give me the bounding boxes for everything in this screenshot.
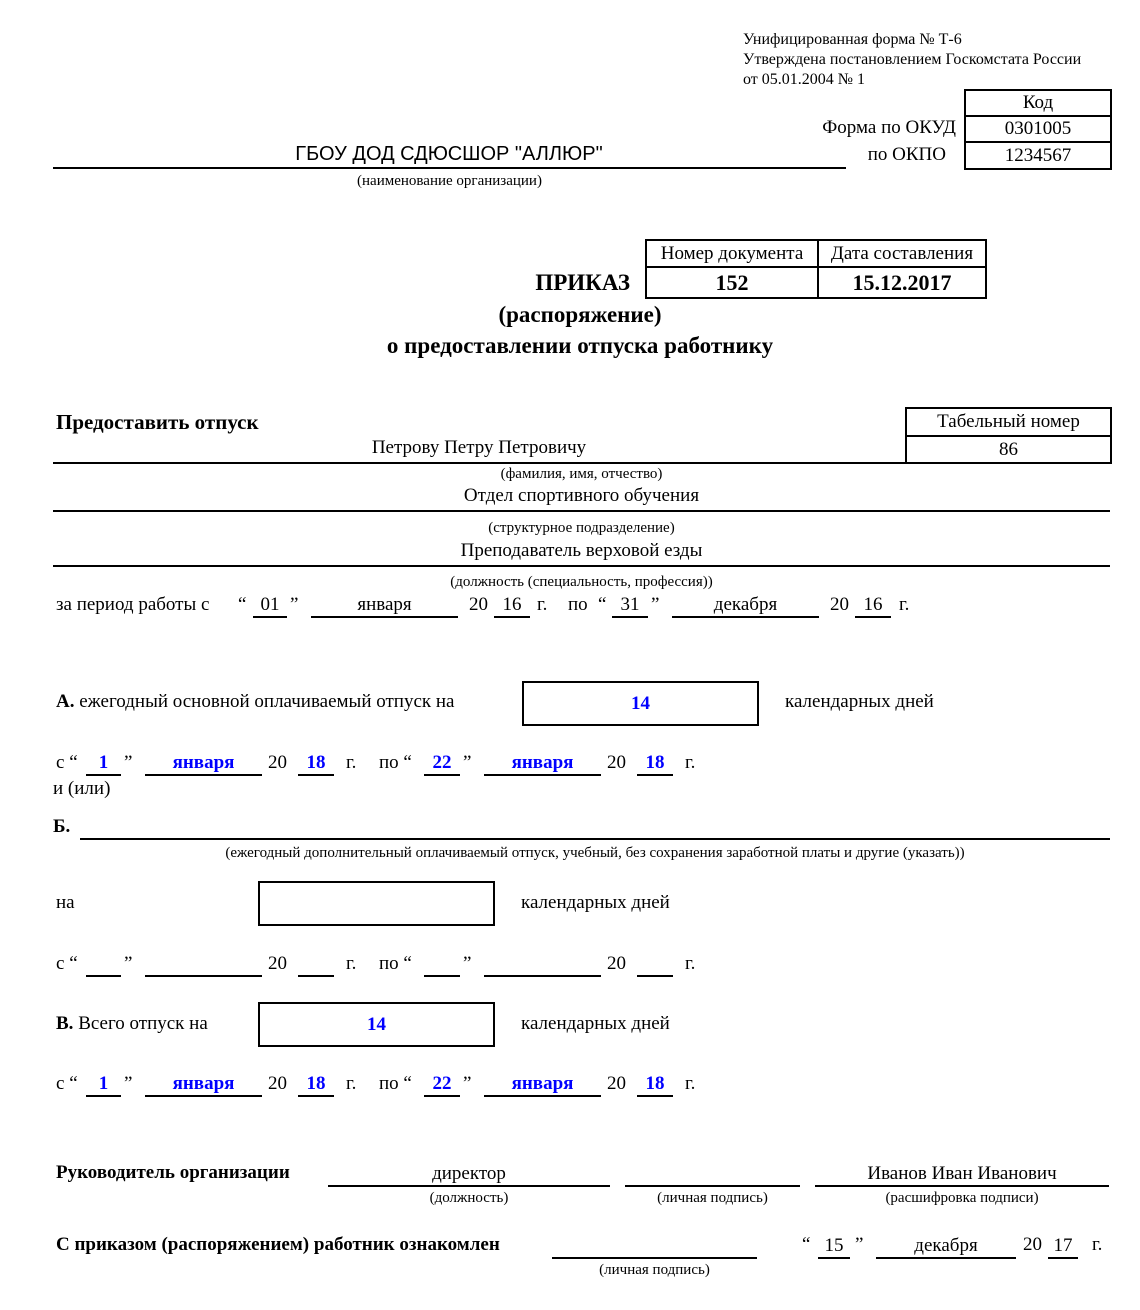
okud-code-field[interactable]: 0301005 (964, 115, 1112, 143)
doc-number-header: Номер документа (645, 239, 819, 268)
year-prefix: 20 (830, 594, 849, 615)
year-suffix: г. (346, 1073, 357, 1094)
department-field[interactable]: Отдел спортивного обучения (463, 485, 700, 506)
head-position-caption: (должность) (429, 1190, 509, 1206)
to-label: по “ (379, 752, 412, 773)
head-label: Руководитель организации (56, 1162, 290, 1183)
employee-name-underline (53, 462, 906, 464)
section-b-from-day[interactable] (86, 953, 121, 977)
section-b-from-year[interactable] (298, 953, 334, 977)
doc-date-header: Дата составления (817, 239, 987, 268)
close-quote: ” (463, 752, 472, 773)
section-c-to-day[interactable]: 22 (424, 1073, 460, 1097)
close-quote: ” (651, 594, 660, 615)
ack-month-field[interactable]: декабря (876, 1235, 1016, 1259)
section-a-to-month[interactable]: января (484, 752, 601, 776)
close-quote: ” (855, 1234, 864, 1255)
organization-name-field[interactable]: ГБОУ ДОД СДЮСШОР "АЛЛЮР" (295, 143, 603, 165)
head-signature-field[interactable] (625, 1163, 800, 1187)
form-reference-line1: Унифицированная форма № Т-6 (743, 31, 962, 48)
code-header: Код (964, 89, 1112, 117)
year-prefix: 20 (1023, 1234, 1042, 1255)
from-label: с “ (56, 752, 78, 773)
year-prefix: 20 (607, 1073, 626, 1094)
open-quote: “ (238, 594, 247, 615)
section-c-letter: В. (56, 1013, 74, 1034)
work-period-from-day[interactable]: 01 (253, 594, 287, 618)
section-c-label (56, 1013, 208, 1035)
section-c-from-day[interactable]: 1 (86, 1073, 121, 1097)
close-quote: ” (124, 752, 133, 773)
section-a-to-day[interactable]: 22 (424, 752, 460, 776)
section-b-to-day[interactable] (424, 953, 460, 977)
work-period-to-month[interactable]: декабря (672, 594, 819, 618)
year-suffix: г. (537, 594, 548, 615)
employee-signature-field[interactable] (552, 1235, 757, 1259)
section-a-to-year[interactable]: 18 (637, 752, 673, 776)
year-prefix: 20 (469, 594, 488, 615)
document-subtitle: (распоряжение) (498, 302, 662, 327)
document-purpose: о предоставлении отпуска работнику (386, 333, 774, 358)
open-quote: “ (598, 594, 607, 615)
okud-label: Форма по ОКУД (822, 117, 956, 138)
doc-date-field[interactable]: 15.12.2017 (817, 266, 987, 299)
work-period-from-year[interactable]: 16 (494, 594, 530, 618)
section-b-to-month[interactable] (484, 953, 601, 977)
employee-signature-caption: (личная подпись) (599, 1262, 710, 1278)
year-suffix: г. (899, 594, 910, 615)
acknowledgment-label: С приказом (распоряжением) работник ознакомлен (56, 1234, 500, 1255)
section-c-text: Всего отпуск на (78, 1013, 208, 1034)
position-caption: (должность (специальность, профессия)) (450, 574, 713, 590)
section-b-underline (80, 838, 1110, 840)
close-quote: ” (290, 594, 299, 615)
ack-day-field[interactable]: 15 (818, 1235, 850, 1259)
grant-leave-label: Предоставить отпуск (56, 410, 259, 434)
section-a-days-field[interactable]: 14 (522, 681, 759, 726)
organization-caption: (наименование организации) (357, 173, 542, 189)
section-a-from-day[interactable]: 1 (86, 752, 121, 776)
section-c-from-year[interactable]: 18 (298, 1073, 334, 1097)
year-suffix: г. (346, 953, 357, 974)
employee-name-field[interactable]: Петрову Петру Петровичу (371, 437, 587, 458)
section-c-to-year[interactable]: 18 (637, 1073, 673, 1097)
to-label: по “ (379, 1073, 412, 1094)
work-period-to-year[interactable]: 16 (855, 594, 891, 618)
close-quote: ” (463, 953, 472, 974)
section-b-on-label: на (56, 892, 75, 913)
employee-name-caption: (фамилия, имя, отчество) (500, 466, 663, 482)
form-reference-line3: от 05.01.2004 № 1 (743, 71, 866, 88)
open-quote: “ (802, 1234, 811, 1255)
doc-number-field[interactable]: 152 (645, 266, 819, 299)
position-underline (53, 565, 1110, 567)
close-quote: ” (463, 1073, 472, 1094)
organization-underline (53, 167, 846, 169)
year-suffix: г. (346, 752, 357, 773)
section-a-text: ежегодный основной оплачиваемый отпуск на (79, 691, 455, 712)
section-c-from-month[interactable]: января (145, 1073, 262, 1097)
tab-number-header: Табельный номер (905, 407, 1112, 437)
close-quote: ” (124, 1073, 133, 1094)
work-period-label: за период работы с (56, 594, 210, 615)
from-label: с “ (56, 953, 78, 974)
to-label: по “ (379, 953, 412, 974)
section-a-from-month[interactable]: января (145, 752, 262, 776)
section-b-to-year[interactable] (637, 953, 673, 977)
position-field[interactable]: Преподаватель верховой езды (460, 540, 703, 561)
year-prefix: 20 (607, 752, 626, 773)
head-signature-caption: (личная подпись) (657, 1190, 768, 1206)
section-b-from-month[interactable] (145, 953, 262, 977)
section-c-days-suffix: календарных дней (521, 1013, 670, 1034)
year-suffix: г. (685, 1073, 696, 1094)
to-label: по (568, 594, 588, 615)
year-prefix: 20 (268, 752, 287, 773)
section-a-days-suffix: календарных дней (785, 691, 934, 712)
close-quote: ” (124, 953, 133, 974)
okpo-label: по ОКПО (867, 144, 946, 165)
from-label: с “ (56, 1073, 78, 1094)
document-title: ПРИКАЗ (535, 270, 630, 295)
head-position-field[interactable]: директор (328, 1163, 610, 1187)
work-period-from-month[interactable]: января (311, 594, 458, 618)
section-a-label (56, 691, 454, 713)
section-b-days-field[interactable] (258, 881, 495, 926)
year-prefix: 20 (268, 953, 287, 974)
and-or-label: и (или) (53, 778, 111, 799)
ack-year-field[interactable]: 17 (1048, 1235, 1078, 1259)
okpo-code-field[interactable]: 1234567 (964, 141, 1112, 170)
section-c-to-month[interactable]: января (484, 1073, 601, 1097)
department-underline (53, 510, 1110, 512)
year-suffix: г. (685, 752, 696, 773)
section-b-caption: (ежегодный дополнительный оплачиваемый отпуск, учебный, без сохранения заработной платы и другие (указать)) (225, 845, 965, 861)
department-caption: (структурное подразделение) (488, 520, 675, 536)
work-period-to-day[interactable]: 31 (612, 594, 648, 618)
year-suffix: г. (685, 953, 696, 974)
section-b-days-suffix: календарных дней (521, 892, 670, 913)
year-suffix: г. (1092, 1234, 1103, 1255)
section-b-type-field[interactable] (80, 816, 1110, 838)
section-b-letter: Б. (53, 816, 71, 837)
section-a-letter: А. (56, 691, 75, 712)
year-prefix: 20 (607, 953, 626, 974)
head-name-caption: (расшифровка подписи) (885, 1190, 1039, 1206)
year-prefix: 20 (268, 1073, 287, 1094)
form-reference-line2: Утверждена постановлением Госкомстата России (743, 51, 1082, 68)
section-c-days-field[interactable]: 14 (258, 1002, 495, 1047)
section-a-from-year[interactable]: 18 (298, 752, 334, 776)
tab-number-field[interactable]: 86 (905, 435, 1112, 464)
head-name-field[interactable]: Иванов Иван Иванович (815, 1163, 1109, 1187)
